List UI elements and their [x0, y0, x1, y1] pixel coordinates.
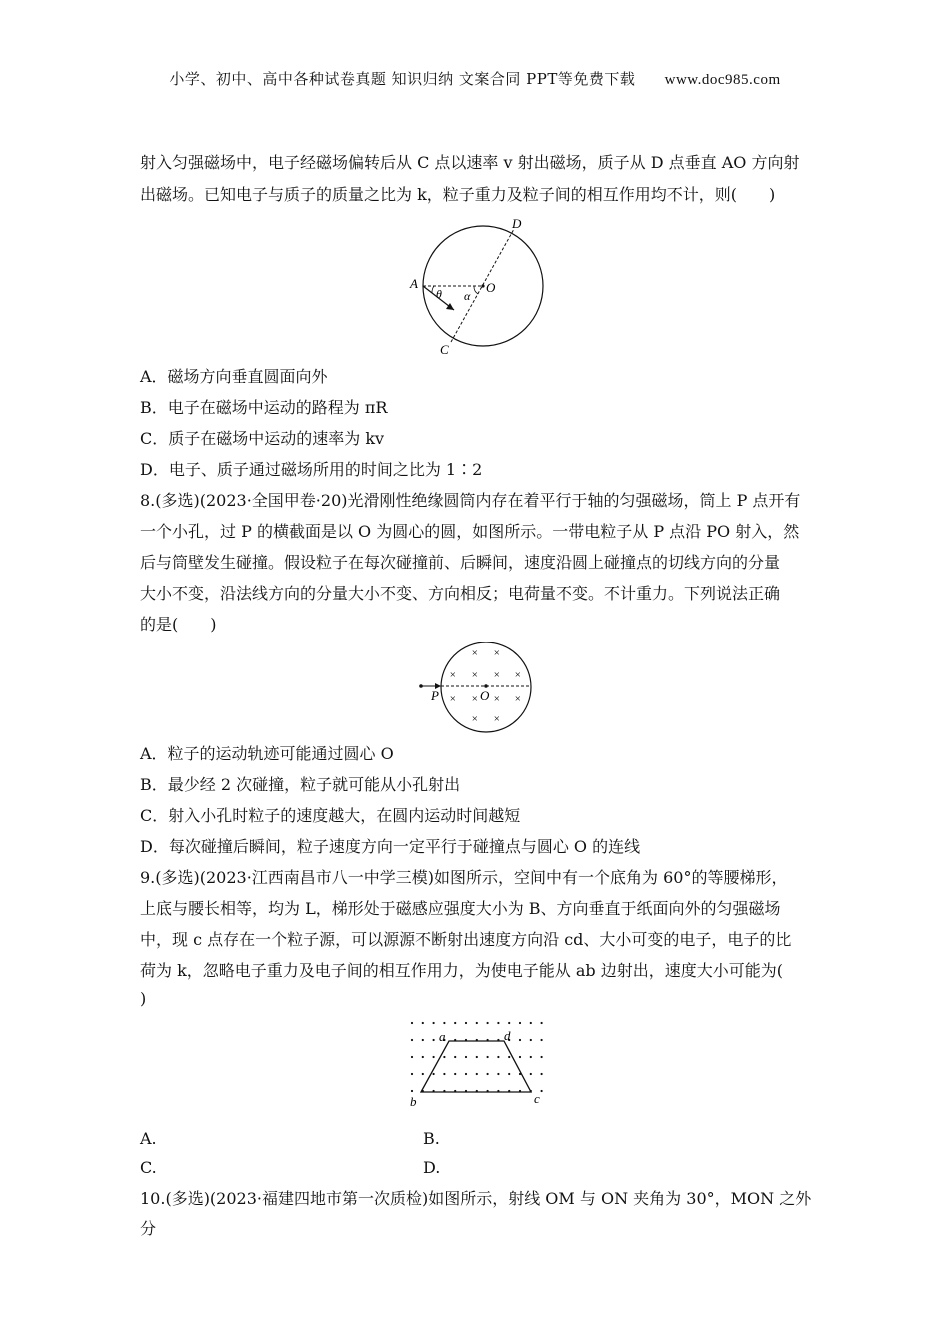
label-O: O: [480, 688, 490, 703]
field-cross: ×: [514, 693, 522, 705]
label-theta: θ: [436, 287, 442, 301]
q10-line-1: 10.(多选)(2023·福建四地市第一次质检)如图所示，射线 OM 与 ON 夹角为 30°，MON 之外分: [140, 1189, 812, 1238]
field-dot: [465, 1022, 467, 1024]
q8-option-d: D．每次碰撞后瞬间，粒子速度方向一定平行于碰撞点与圆心 O 的连线: [140, 837, 641, 856]
field-dot: [476, 1056, 478, 1058]
field-dot: [422, 1039, 424, 1041]
field-dot: [422, 1022, 424, 1024]
field-dot: [541, 1039, 543, 1041]
q7-option-c: C．质子在磁场中运动的速率为 kv: [140, 429, 385, 448]
field-dot: [465, 1073, 467, 1075]
field-dot: [454, 1073, 456, 1075]
field-dot: [443, 1073, 445, 1075]
field-dot: [508, 1056, 510, 1058]
field-dot: [487, 1056, 489, 1058]
field-dot: [422, 1056, 424, 1058]
field-cross: ×: [493, 713, 501, 725]
q7-line-1: 射入匀强磁场中，电子经磁场偏转后从 C 点以速率 v 射出磁场，质子从 D 点垂直 AO 方向射: [140, 153, 800, 172]
field-dot: [519, 1039, 521, 1041]
field-dot: [530, 1022, 532, 1024]
header-text: 小学、初中、高中各种试卷真题 知识归纳 文案合同 PPT等免费下载: [169, 70, 636, 88]
field-dot: [497, 1022, 499, 1024]
field-cross: ×: [514, 669, 522, 681]
label-c: c: [534, 1091, 540, 1106]
header-url[interactable]: www.doc985.com: [664, 72, 781, 88]
label-b: b: [410, 1094, 417, 1109]
field-dot: [541, 1056, 543, 1058]
label-P: P: [431, 688, 439, 703]
field-dot: [487, 1022, 489, 1024]
label-A: A: [410, 276, 418, 291]
field-dot: [422, 1073, 424, 1075]
field-dot: [411, 1073, 413, 1075]
field-cross: ×: [471, 669, 479, 681]
field-dot: [519, 1022, 521, 1024]
q8-option-c: C．射入小孔时粒子的速度越大，在圆内运动时间越短: [140, 806, 521, 825]
label-alpha: α: [464, 289, 471, 303]
field-dot: [433, 1073, 435, 1075]
q9-option-a: A.: [140, 1129, 157, 1148]
field-dot: [530, 1056, 532, 1058]
q8-line-3: 后与筒壁发生碰撞。假设粒子在每次碰撞前、后瞬间，速度沿圆上碰撞点的切线方向的分量: [140, 553, 781, 572]
field-cross: ×: [471, 647, 479, 659]
field-dot: [443, 1056, 445, 1058]
q9-line-2: 上底与腰长相等，均为 L，梯形处于磁感应强度大小为 B、方向垂直于纸面向外的匀强磁场: [140, 899, 781, 918]
field-dot: [411, 1056, 413, 1058]
q9-trapezoid-figure: [404, 1016, 548, 1114]
label-D: D: [512, 216, 522, 231]
field-dot: [433, 1039, 435, 1041]
q9-line-5: ): [140, 989, 147, 1008]
q8-line-2: 一个小孔，过 P 的横截面是以 O 为圆心的圆，如图所示。一带电粒子从 P 点沿 PO 射入，然: [140, 522, 800, 541]
field-dot: [508, 1073, 510, 1075]
field-dot: [497, 1056, 499, 1058]
field-dot: [411, 1022, 413, 1024]
q8-line-1: 8.(多选)(2023·全国甲卷·20)光滑刚性绝缘圆筒内存在着平行于轴的匀强磁场，筒上 P 点开有: [140, 491, 801, 510]
field-dot: [433, 1022, 435, 1024]
field-dot: [476, 1073, 478, 1075]
page-header: [0, 68, 950, 89]
field-dot: [508, 1022, 510, 1024]
q7-line-2: 出磁场。已知电子与质子的质量之比为 k，粒子重力及粒子间的相互作用均不计，则( ): [140, 185, 776, 204]
field-dot: [411, 1039, 413, 1041]
field-dot: [454, 1022, 456, 1024]
field-cross: ×: [493, 693, 501, 705]
field-cross: ×: [449, 693, 457, 705]
field-dot: [454, 1056, 456, 1058]
field-cross: ×: [471, 713, 479, 725]
label-C: C: [440, 342, 449, 356]
field-dot: [476, 1022, 478, 1024]
label-d: d: [504, 1028, 511, 1043]
q8-line-4: 大小不变，沿法线方向的分量大小不变、方向相反；电荷量不变。不计重力。下列说法正确: [140, 584, 781, 603]
q9-option-b: B.: [423, 1129, 440, 1148]
q9-line-1: 9.(多选)(2023·江西南昌市八一中学三模)如图所示，空间中有一个底角为 60°的等腰梯形，: [140, 868, 788, 887]
field-dot: [433, 1056, 435, 1058]
field-dot: [541, 1073, 543, 1075]
field-cross: ×: [471, 693, 479, 705]
q9-line-4: 荷为 k，忽略电子重力及电子间的相互作用力，为使电子能从 ab 边射出，速度大小可能为(: [140, 961, 783, 980]
field-dot: [519, 1056, 521, 1058]
field-cross: ×: [493, 669, 501, 681]
field-dot: [443, 1022, 445, 1024]
q7-option-a: A．磁场方向垂直圆面向外: [140, 367, 328, 386]
field-dot: [530, 1073, 532, 1075]
q8-cylinder-figure: [414, 642, 544, 736]
q8-line-5: 的是( ): [140, 615, 217, 634]
q8-option-a: A．粒子的运动轨迹可能通过圆心 O: [140, 744, 394, 763]
q8-option-b: B．最少经 2 次碰撞，粒子就可能从小孔射出: [140, 775, 461, 794]
q9-option-c: C.: [140, 1158, 157, 1177]
field-dot: [541, 1090, 543, 1092]
field-dot: [465, 1056, 467, 1058]
field-dot: [530, 1039, 532, 1041]
label-a: a: [439, 1029, 446, 1044]
q9-line-3: 中，现 c 点存在一个粒子源，可以源源不断射出速度方向沿 cd、大小可变的电子，电子的比: [140, 930, 792, 949]
q7-option-b: B．电子在磁场中运动的路程为 πR: [140, 398, 388, 417]
field-dot: [487, 1073, 489, 1075]
q7-option-d: D．电子、质子通过磁场所用的时间之比为 1∶2: [140, 460, 483, 479]
field-cross: ×: [449, 669, 457, 681]
label-O: O: [486, 280, 496, 295]
field-cross: ×: [493, 647, 501, 659]
field-dot: [497, 1073, 499, 1075]
field-dot: [411, 1090, 413, 1092]
q9-option-d: D.: [423, 1158, 441, 1177]
q7-circle-figure: [402, 214, 552, 356]
field-dot: [541, 1022, 543, 1024]
